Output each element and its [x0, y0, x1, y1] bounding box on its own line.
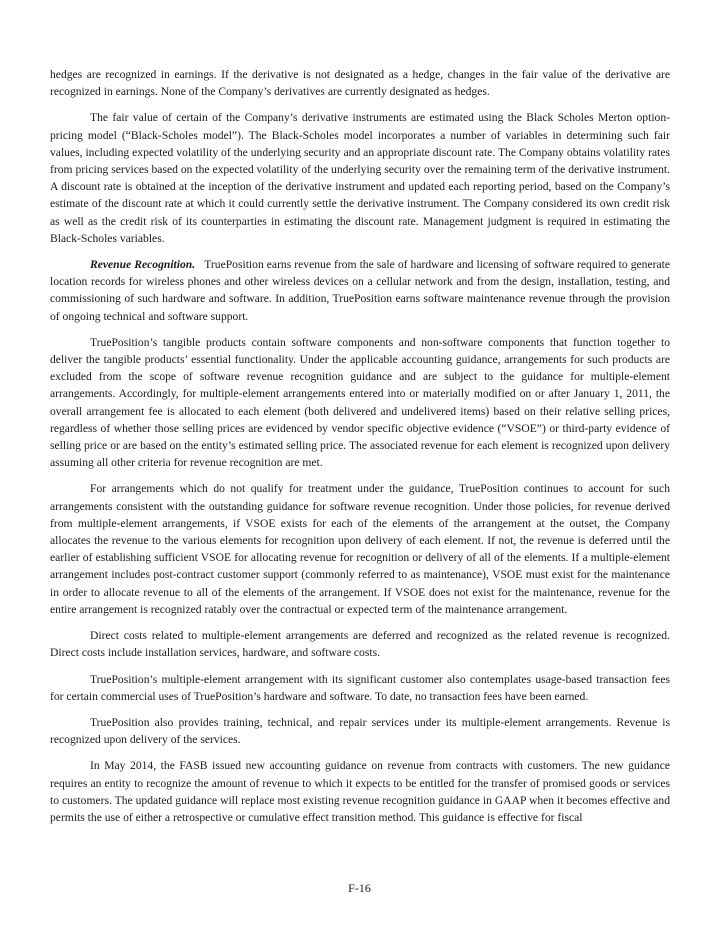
paragraph-arrangements: For arrangements which do not qualify for treatment under the guidance, TruePosition continues to account for such arrangements consistent with the outstanding guidance for software revenue recognition. Under those policies, for revenue derived from multiple-element arrangements, if VSOE exists for each of the elements of the arrangement at the outset, the Company allocates the revenue to the various elements for recognition upon delivery of each element. If not, the revenue is deferred until the earlier of establishing sufficient VSOE for allocating revenue for recognition or delivery of all of the elements. If a multiple-element arrangement includes post-contract customer support (commonly referred to as maintenance), VSOE must exist for the maintenance in order to allocate revenue to all of the elements of the arrangement. If VSOE does not exist for the maintenance, revenue for the entire arrangement is recognized ratably over the contractual or expected term of the maintenance arrangement.	[50, 482, 670, 616]
paragraph-hedges: hedges are recognized in earnings. If the derivative is not designated as a hedge, changes in the fair value of the derivative are recognized in earnings. None of the Company’s derivatives are currently designated as hedges.	[50, 68, 670, 99]
paragraph-training-services: TruePosition also provides training, technical, and repair services under its multiple-element arrangements. Revenue is recognized upon delivery of the services.	[50, 715, 670, 747]
paragraph-black-scholes: The fair value of certain of the Company’s derivative instruments are estimated using the Black Scholes Merton option-pricing model (“Black-Scholes model”). The Black-Scholes model incorporates a number of variables in determining such fair values, including expected volatility of the underlying security and an appropriate discount rate. The Company obtains volatility rates from pricing services based on the expected volatility of the underlying security over the remaining term of the derivative instrument. A discount rate is obtained at the inception of the derivative instrument and updated each reporting period, based on the Company’s estimate of the discount rate at which it could currently settle the derivative instrument. The Company considered its own credit risk as well as the credit risk of its counterparties in estimating the discount rate. Management judgment is required in estimating the Black-Scholes variables.	[50, 111, 670, 245]
document-body	[50, 66, 670, 835]
page-number: F-16	[348, 881, 371, 895]
paragraph-text: TruePosition earns revenue from the sale of hardware and licensing of software required to generate location records for wireless phones and other wireless devices on a cellular network and from the design, installation, testing, and commissioning of such hardware and software. In addition, TruePosition earns software maintenance revenue through the provision of ongoing technical and software support.	[50, 258, 670, 323]
paragraph-fasb-guidance: In May 2014, the FASB issued new accounting guidance on revenue from contracts with customers. The new guidance requires an entity to recognize the amount of revenue to which it expects to be entitled for the transfer of promised goods or services to customers. The updated guidance will replace most existing revenue recognition guidance in GAAP when it becomes effective and permits the use of either a retrospective or cumulative effect transition method. This guidance is effective for fiscal	[50, 759, 670, 824]
section-heading-revenue-recognition: Revenue Recognition.	[90, 258, 196, 272]
paragraph-tangible-products: TruePosition’s tangible products contain software components and non-software components that function together to deliver the tangible products’ essential functionality. Under the applicable accounting guidance, arrangements for such products are excluded from the scope of software revenue recognition guidance and are subject to the guidance for multiple-element arrangements. Accordingly, for multiple-element arrangements entered into or materially modified on or after January 1, 2011, the overall arrangement fee is allocated to each element (both delivered and undelivered items) based on their relative selling prices, regardless of whether those selling prices are evidenced by vendor specific objective evidence (“VSOE”) or third-party evidence of selling price or are based on the entity’s estimated selling price. The associated revenue for each element is recognized upon delivery assuming all other criteria for revenue recognition are met.	[50, 335, 670, 470]
paragraph-revenue-recognition	[50, 256, 670, 325]
paragraph-direct-costs: Direct costs related to multiple-element arrangements are deferred and recognized as the related revenue is recognized. Direct costs include installation services, hardware, and software costs.	[50, 629, 670, 660]
paragraph-transaction-fees: TruePosition’s multiple-element arrangement with its significant customer also contemplates usage-based transaction fees for certain commercial uses of TruePosition’s hardware and software. To date, no transaction fees have been earned.	[50, 672, 670, 703]
